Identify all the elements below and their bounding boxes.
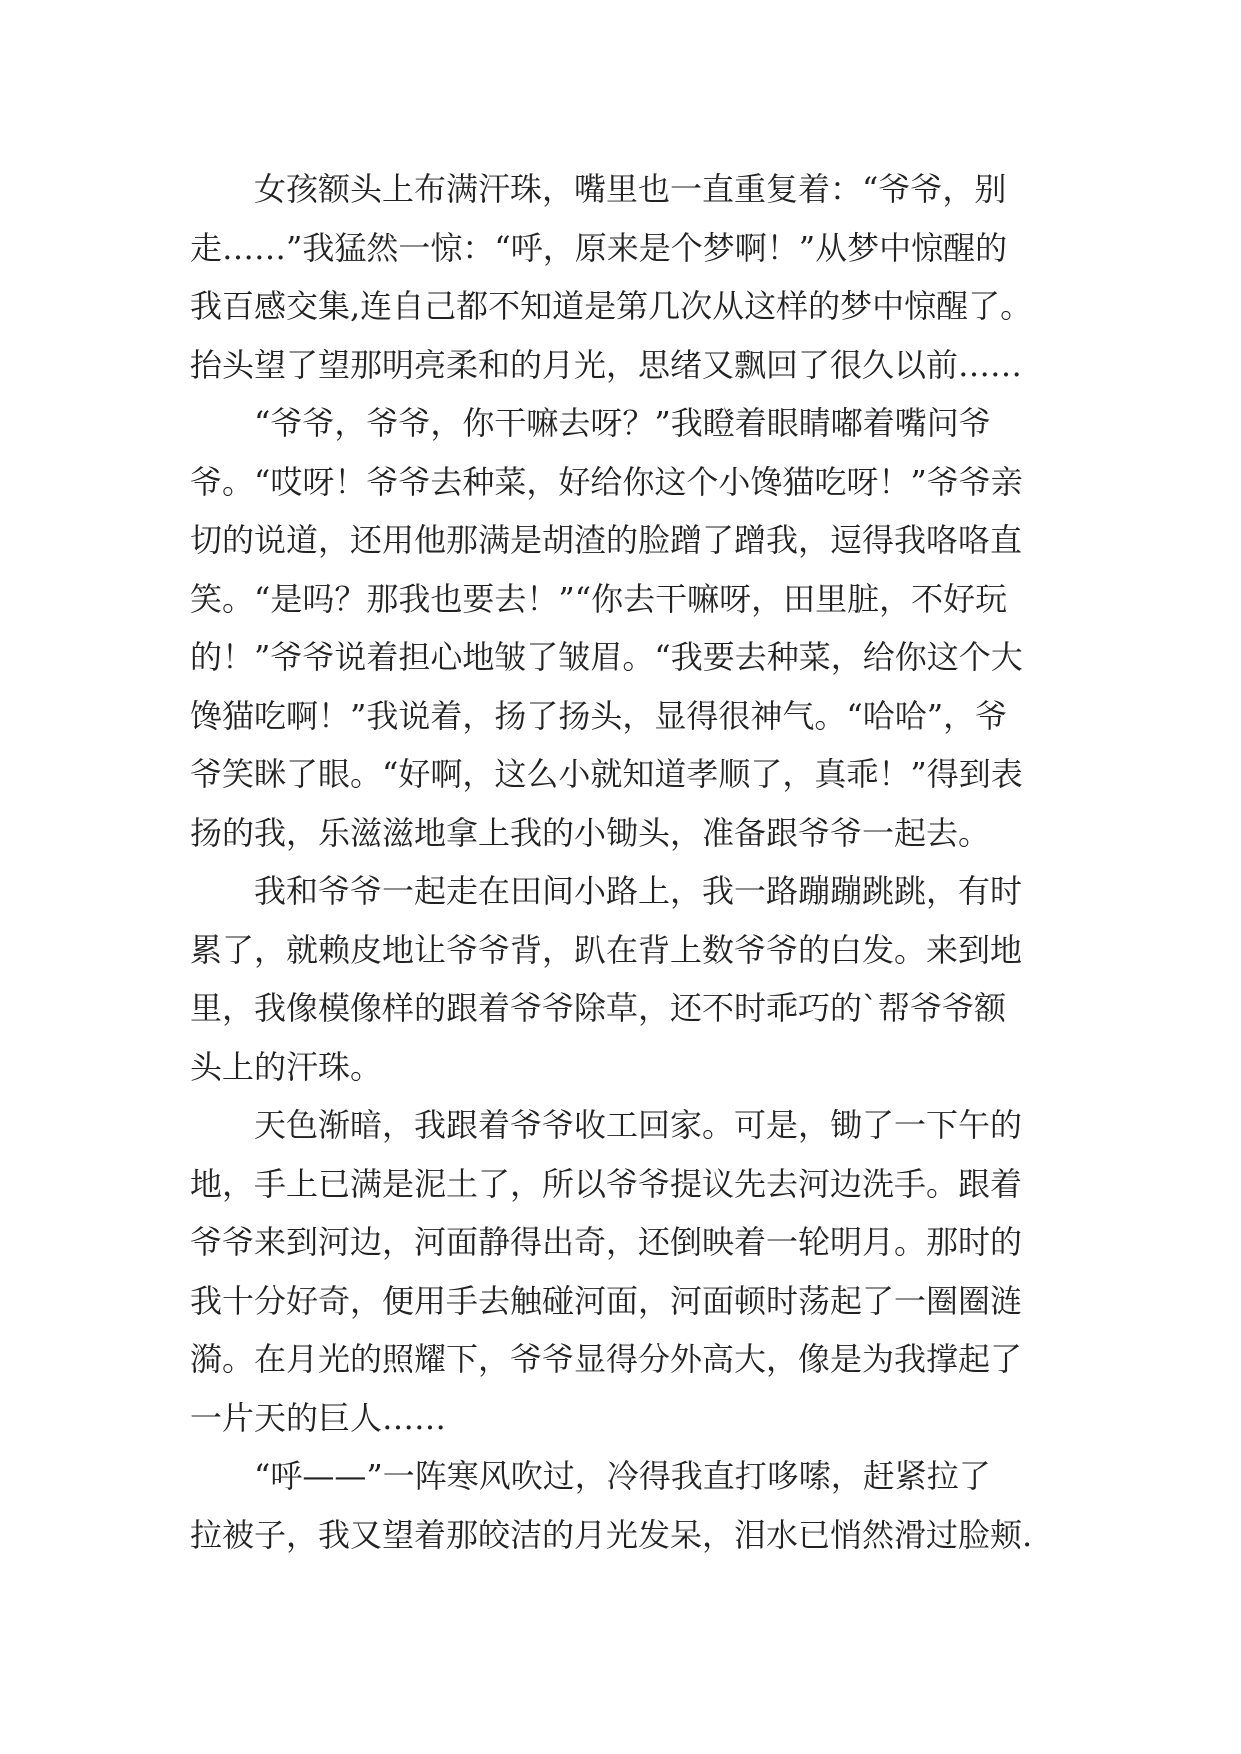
text-line: 里，我像模像样的跟着爷爷除草，还不时乖巧的`帮爷爷额 [190,989,1007,1027]
text-line: 我和爷爷一起走在田间小路上，我一路蹦蹦跳跳，有时 [190,872,1023,910]
text-line: 累了，就赖皮地让爷爷背，趴在背上数爷爷的白发。来到地 [190,930,1023,969]
text-line: “爷爷，爷爷，你干嘛去呀？”我瞪着眼睛嘟着嘴问爷 [190,404,991,442]
text-line: 爷。“哎呀！爷爷去种菜，好给你这个小馋猫吃呀！”爷爷亲 [190,462,1023,501]
text-line: 扬的我，乐滋滋地拿上我的小锄头，准备跟爷爷一起去。 [190,813,991,852]
text-line: 拉被子，我又望着那皎洁的月光发呆，泪水已悄然滑过脸颊. [190,1515,1033,1554]
text-line: 切的说道，还用他那满是胡渣的脸蹭了蹭我，逗得我咯咯直 [190,521,1023,559]
text-line: 我百感交集,连自己都不知道是第几次从这样的梦中惊醒了。 [190,287,1033,325]
text-line: 走……”我猛然一惊：“呼，原来是个梦啊！”从梦中惊醒的 [190,228,1008,267]
text-line: 笑。“是吗？那我也要去！”“你去干嘛呀，田里脏，不好玩 [190,579,1008,618]
text-line: 我十分好奇，便用手去触碰河面，河面顿时荡起了一圈圈涟 [190,1281,1023,1320]
text-line: 爷爷来到河边，河面静得出奇，还倒映着一轮明月。那时的 [190,1223,1023,1261]
text-line: 一片天的巨人…… [190,1398,447,1437]
text-line: 天色渐暗，我跟着爷爷收工回家。可是，锄了一下午的 [190,1106,1023,1144]
text-line: 漪。在月光的照耀下，爷爷显得分外高大，像是为我撑起了 [190,1340,1023,1378]
text-line: 抬头望了望那明亮柔和的月光，思绪又飘回了很久以前…… [190,345,1023,384]
text-line: 女孩额头上布满汗珠，嘴里也一直重复着：“爷爷，别 [190,170,1007,208]
text-line: 爷笑眯了眼。“好啊，这么小就知道孝顺了，真乖！”得到表 [190,755,1023,793]
essay-body [190,160,1090,1564]
text-line: 馋猫吃啊！”我说着，扬了扬头，显得很神气。“哈哈”，爷 [190,696,1008,735]
text-line: 的！”爷爷说着担心地皱了皱眉。“我要去种菜，给你这个大 [190,638,1023,676]
text-line: “呼——”一阵寒风吹过，冷得我直打哆嗦，赶紧拉了 [190,1457,991,1495]
text-line: 地，手上已满是泥土了，所以爷爷提议先去河边洗手。跟着 [190,1164,1023,1203]
text-line: 头上的汗珠。 [190,1047,383,1086]
